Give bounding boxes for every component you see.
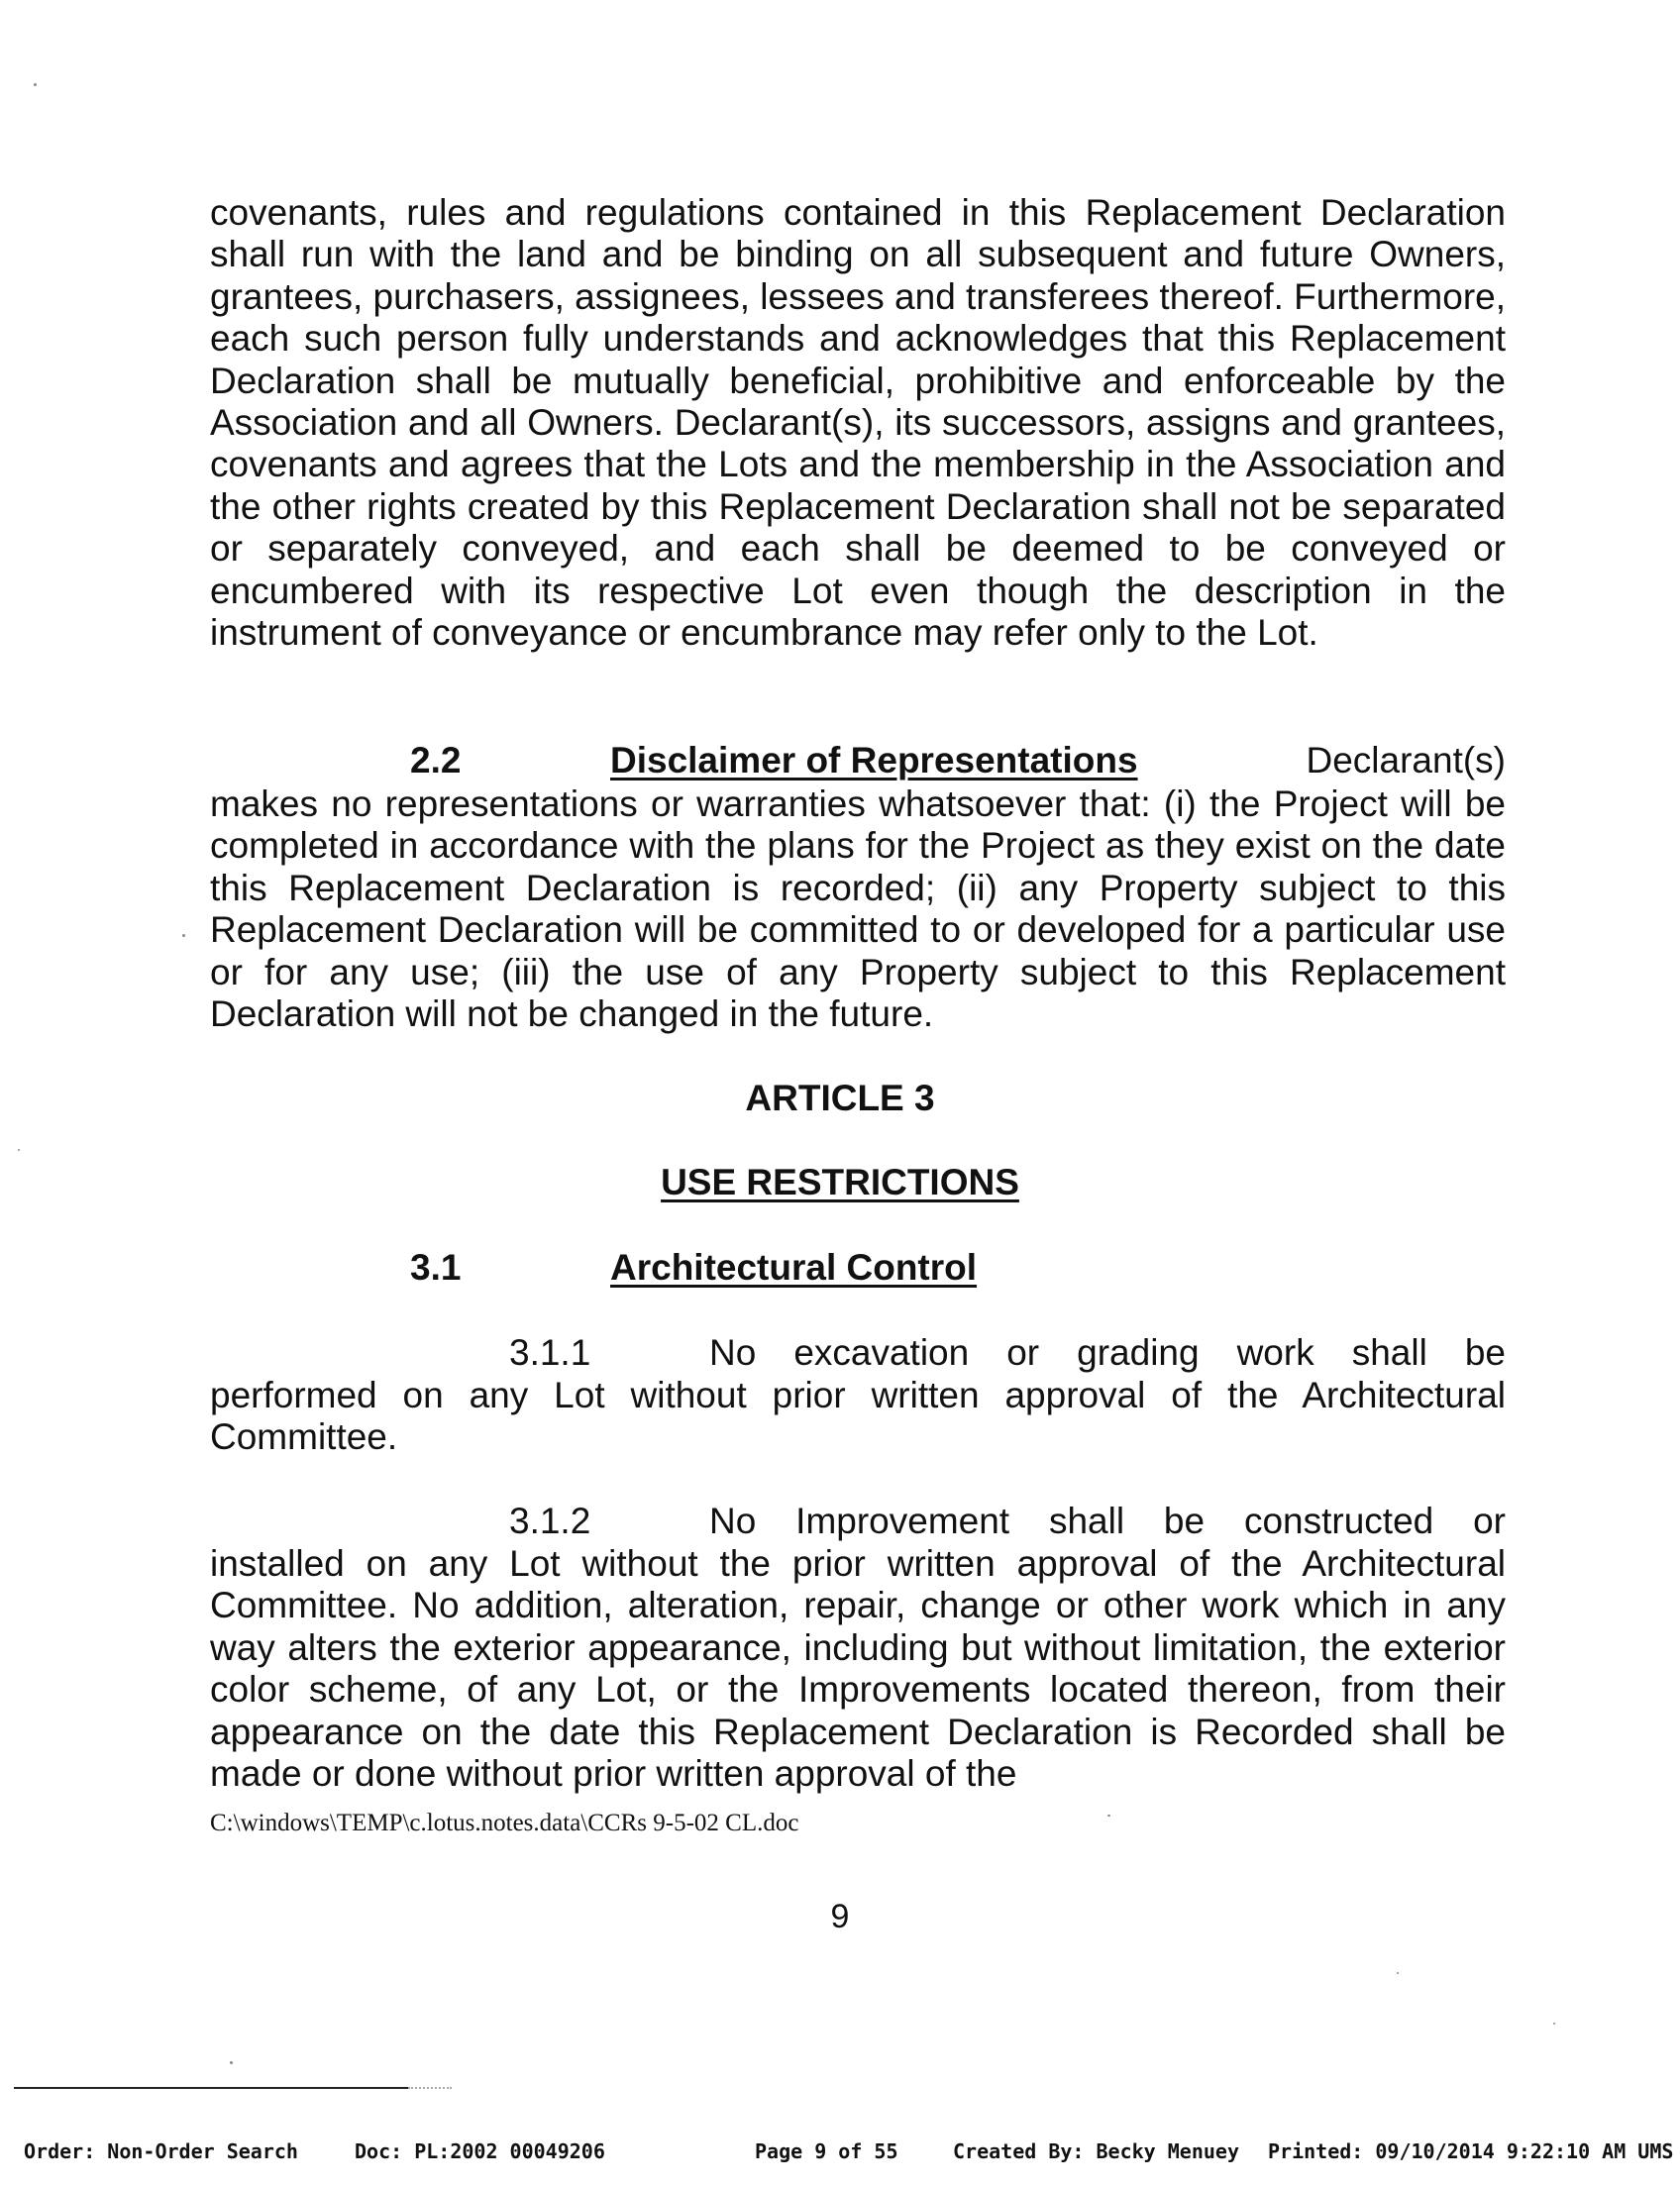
subsection-3-1-2-heading	[210, 1501, 1506, 1544]
article-title	[0, 1162, 1680, 1203]
subsection-3-1-1-number: 3.1.1	[509, 1332, 591, 1373]
paragraph-intro: covenants, rules and regulations contained in this Replacement Declaration shall run with the land and be binding on all subsequent and future Owners, grantees, purchasers, assignees, lessees and transferees thereof. Furthermore, each such person fully understands and acknowledges that this Replacement Declaration shall be mutually beneficial, prohibitive and enforceable by the Association and all Owners. Declarant(s), its successors, assigns and grantees, covenants and agrees that the Lots and the membership in the Association and the other rights created by this Replacement Declaration shall not be separated or separately conveyed, and each shall be deemed to be conveyed or encumbered with its respective Lot even though the description in the instrument of conveyance or encumbrance may refer only to the Lot.	[210, 192, 1507, 654]
footer-rule-faint	[408, 2087, 452, 2090]
section-3-1-title: Architectural Control	[610, 1247, 978, 1288]
subsection-3-1-1-heading	[210, 1332, 1506, 1376]
section-2-2-lead-word: Declarant(s)	[1306, 740, 1506, 781]
article-heading: ARTICLE 3	[745, 1078, 935, 1118]
article-title-text: USE RESTRICTIONS	[661, 1162, 1019, 1202]
scan-speck	[1553, 2023, 1555, 2025]
footer-order: Order: Non-Order Search	[24, 2139, 298, 2163]
file-path: C:\windows\TEMP\c.lotus.notes.data\CCRs 9-5-02 CL.doc	[210, 1810, 799, 1836]
section-2-2-title: Disclaimer of Representations	[610, 740, 1138, 781]
footer-created-by: Created By: Becky Menuey	[953, 2139, 1239, 2163]
page-number: 9	[830, 1898, 850, 1935]
footer-bar	[0, 2139, 1680, 2169]
section-2-2-body: makes no representations or warranties whatsoever that: (i) the Project will be completed in accordance with the plans for the Project as they exist on the date this Replacement Declaration is recorded; (ii) any Property subject to this Replacement Declaration will be committed to or developed for a particular use or for any use; (iii) the use of any Property subject to this Replacement Declaration will not be changed in the future.	[210, 783, 1506, 1035]
section-3-1-heading	[210, 1247, 1506, 1291]
scan-speck	[34, 83, 37, 86]
scan-speck	[1107, 1815, 1110, 1817]
subsection-3-1-2-number: 3.1.2	[509, 1501, 591, 1541]
footer-rule	[14, 2087, 408, 2089]
footer-printed: Printed: 09/10/2014 9:22:10 AM UMS	[1268, 2139, 1674, 2163]
footer-doc: Doc: PL:2002 00049206	[355, 2139, 605, 2163]
scan-speck	[18, 1149, 20, 1151]
subsection-3-1-1-first-line: No excavation or grading work shall be	[709, 1332, 1506, 1373]
scan-speck	[230, 2061, 233, 2064]
footer-page: Page 9 of 55	[755, 2139, 898, 2163]
subsection-3-1-2-first-line: No Improvement shall be constructed or	[709, 1501, 1506, 1541]
subsection-3-1-1-body: performed on any Lot without prior written approval of the Architectural Committee.	[210, 1375, 1506, 1458]
section-2-2-number: 2.2	[410, 740, 462, 781]
scan-speck	[182, 934, 185, 937]
section-2-2-heading	[210, 740, 1506, 783]
section-3-1-number: 3.1	[410, 1247, 462, 1288]
scan-speck	[1397, 1972, 1399, 1974]
subsection-3-1-2-body: installed on any Lot without the prior written approval of the Architectural Committee. No addition, alteration, repair, change or other work which in any way alters the exterior appearance, including but without limitation, the exterior color scheme, of any Lot, or the Improvements located thereon, from their appearance on the date this Replacement Declaration is Recorded shall be made or done without prior written approval of the	[210, 1543, 1506, 1795]
